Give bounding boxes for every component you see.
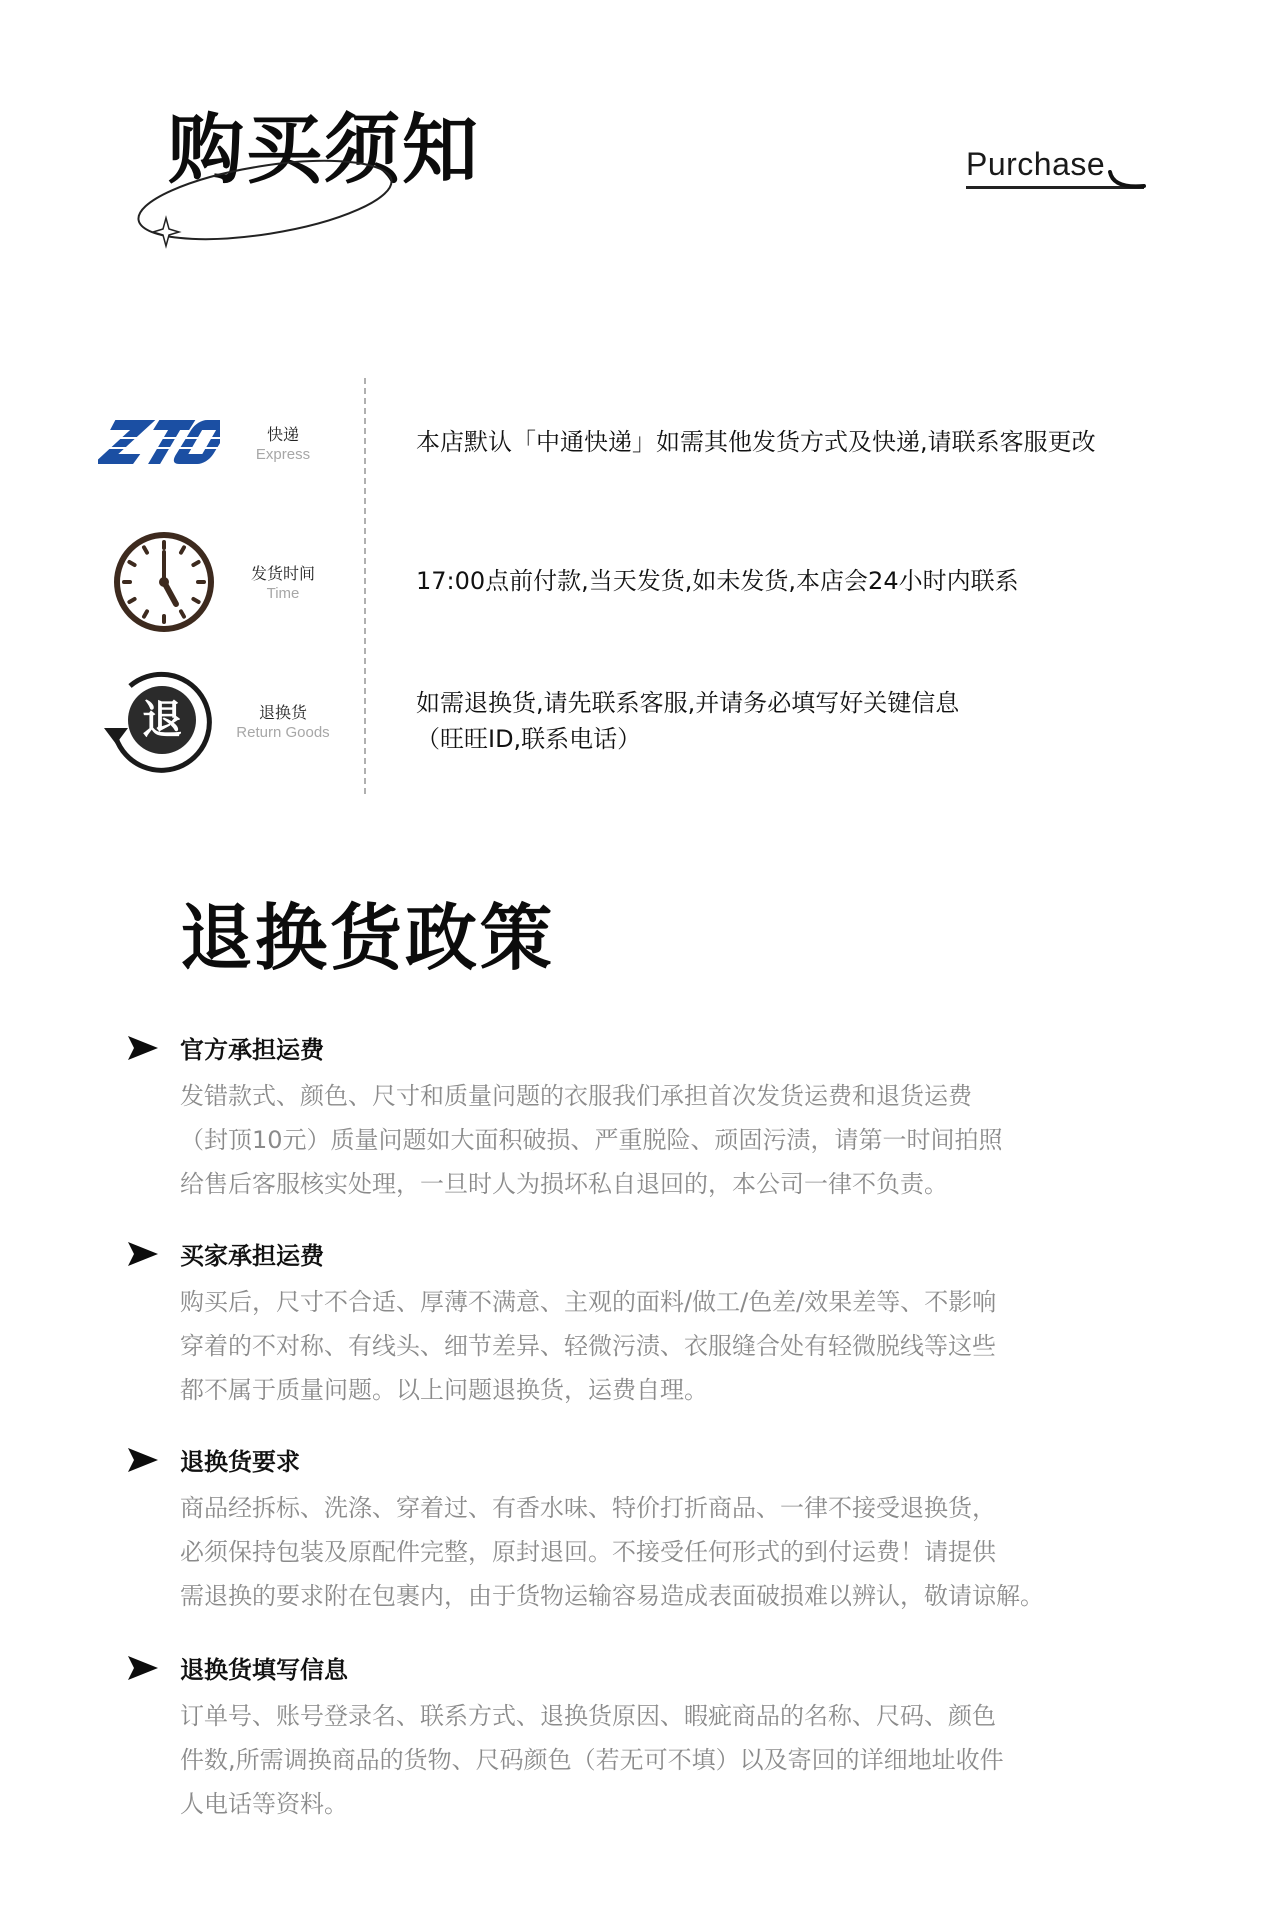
time-text: 17:00点前付款,当天发货,如未发货,本店会24小时内联系 bbox=[416, 567, 1019, 595]
vertical-divider bbox=[364, 378, 366, 794]
arrow-right-icon bbox=[128, 1240, 160, 1268]
section-heading: 退换货填写信息 bbox=[180, 1656, 348, 1684]
clock-icon bbox=[112, 530, 216, 634]
section-line: 人电话等资料。 bbox=[180, 1790, 348, 1818]
section-line: 商品经拆标、洗涤、穿着过、有香水味、特价打折商品、一律不接受退换货， bbox=[180, 1494, 996, 1522]
section-body bbox=[180, 1074, 1120, 1206]
section-line: 必须保持包装及原配件完整，原封退回。不接受任何形式的到付运费！请提供 bbox=[180, 1538, 996, 1566]
section-line: 需退换的要求附在包裹内，由于货物运输容易造成表面破损难以辨认，敬请谅解。 bbox=[180, 1582, 1044, 1610]
swoosh-decoration-icon bbox=[1108, 170, 1148, 192]
arrow-right-icon bbox=[128, 1034, 160, 1062]
return-label-en: Return Goods bbox=[236, 724, 330, 741]
section-line: 发错款式、颜色、尺寸和质量问题的衣服我们承担首次发货运费和退货运费 bbox=[180, 1082, 972, 1110]
section-line: （封顶10元）质量问题如大面积破损、严重脱险、顽固污渍，请第一时间拍照 bbox=[180, 1126, 1003, 1154]
section-line: 都不属于质量问题。以上问题退换货，运费自理。 bbox=[180, 1376, 708, 1404]
zto-logo-icon bbox=[98, 418, 220, 466]
return-label-cn: 退换货 bbox=[258, 703, 307, 722]
purchase-label: Purchase bbox=[966, 146, 1106, 182]
section-body bbox=[180, 1280, 1120, 1412]
return-text-line: （旺旺ID,联系电话） bbox=[416, 725, 642, 753]
time-label-cn: 发货时间 bbox=[250, 564, 315, 583]
arrow-right-icon bbox=[128, 1446, 160, 1474]
page-title: 购买须知 bbox=[168, 105, 480, 194]
section-line: 购买后，尺寸不合适、厚薄不满意、主观的面料/做工/色差/效果差等、不影响 bbox=[180, 1288, 997, 1316]
section-body bbox=[180, 1486, 1120, 1618]
section-body bbox=[180, 1694, 1120, 1826]
time-label-en: Time bbox=[266, 585, 300, 602]
arrow-right-icon bbox=[128, 1654, 160, 1682]
express-text: 本店默认「中通快递」如需其他发货方式及快递,请联系客服更改 bbox=[416, 428, 1096, 456]
section-line: 给售后客服核实处理，一旦时人为损坏私自退回的，本公司一律不负责。 bbox=[180, 1170, 948, 1198]
section-heading: 官方承担运费 bbox=[180, 1036, 324, 1064]
section-heading: 买家承担运费 bbox=[180, 1242, 324, 1270]
section-line: 订单号、账号登录名、联系方式、退换货原因、暇疵商品的名称、尺码、颜色 bbox=[180, 1702, 996, 1730]
return-icon-glyph: 退 bbox=[142, 697, 182, 743]
return-text-line: 如需退换货,请先联系客服,并请务必填写好关键信息 bbox=[416, 689, 960, 717]
orbit-decoration-icon bbox=[130, 150, 430, 260]
policy-title: 退换货政策 bbox=[180, 896, 556, 980]
section-heading: 退换货要求 bbox=[180, 1448, 300, 1476]
section-line: 件数,所需调换商品的货物、尺码颜色（若无可不填）以及寄回的详细地址收件 bbox=[180, 1746, 1004, 1774]
express-label-cn: 快递 bbox=[266, 425, 299, 444]
return-text bbox=[416, 685, 959, 757]
section-line: 穿着的不对称、有线头、细节差异、轻微污渍、衣服缝合处有轻微脱线等这些 bbox=[180, 1332, 996, 1360]
express-label-en: Express bbox=[255, 446, 311, 463]
